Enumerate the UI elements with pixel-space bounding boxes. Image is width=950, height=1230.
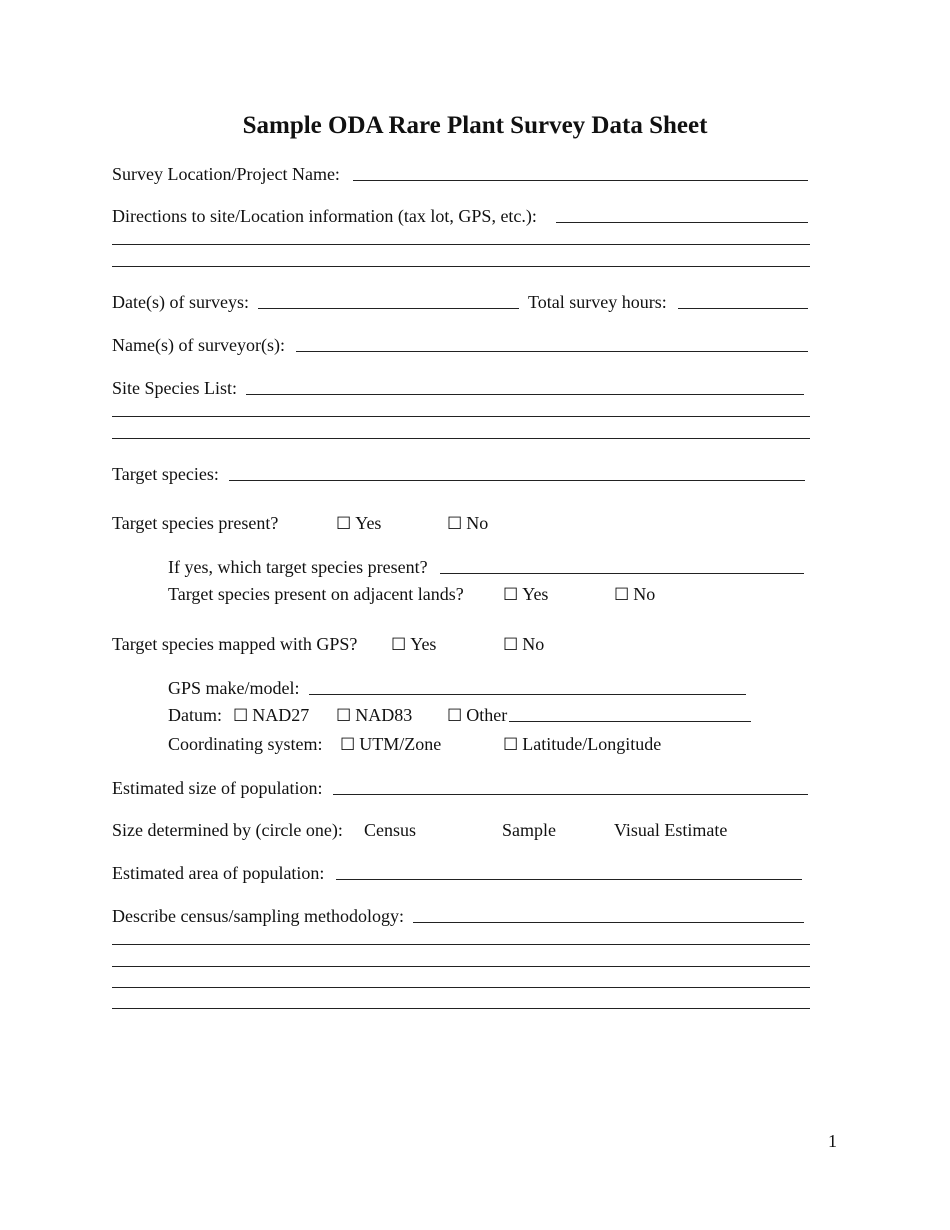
mapped-gps-no[interactable]: ☐ No: [503, 634, 545, 654]
target-species-label: Target species:: [112, 464, 219, 484]
option-sample[interactable]: Sample: [502, 820, 556, 840]
checkbox-icon: ☐: [391, 635, 407, 654]
gps-make-input[interactable]: [309, 694, 746, 695]
target-present-yes[interactable]: ☐ Yes: [336, 513, 382, 533]
checkbox-icon: ☐: [336, 706, 352, 725]
checkbox-icon: ☐: [340, 735, 356, 754]
est-size-label: Estimated size of population:: [112, 778, 323, 798]
adjacent-no[interactable]: ☐ No: [614, 584, 656, 604]
checkbox-icon: ☐: [503, 585, 519, 604]
species-list-label: Site Species List:: [112, 378, 237, 398]
species-list-input-line-3[interactable]: [112, 438, 810, 439]
survey-location-input[interactable]: [353, 180, 808, 181]
species-list-input[interactable]: [246, 394, 804, 395]
dates-input[interactable]: [258, 308, 519, 309]
datum-nad27[interactable]: ☐ NAD27: [233, 705, 310, 725]
which-present-label: If yes, which target species present?: [168, 557, 428, 577]
checkbox-icon: ☐: [336, 514, 352, 533]
surveyors-label: Name(s) of surveyor(s):: [112, 335, 285, 355]
survey-location-label: Survey Location/Project Name:: [112, 164, 340, 184]
total-hours-label: Total survey hours:: [528, 292, 667, 312]
target-present-label: Target species present?: [112, 513, 279, 533]
species-list-input-line-2[interactable]: [112, 416, 810, 417]
datum-label: Datum:: [168, 705, 222, 725]
checkbox-icon: ☐: [503, 735, 519, 754]
est-area-input[interactable]: [336, 879, 802, 880]
dates-label: Date(s) of surveys:: [112, 292, 249, 312]
methodology-input-line-3[interactable]: [112, 966, 810, 967]
coord-latlong[interactable]: ☐ Latitude/Longitude: [503, 734, 662, 754]
gps-make-label: GPS make/model:: [168, 678, 300, 698]
est-size-input[interactable]: [333, 794, 808, 795]
checkbox-icon: ☐: [233, 706, 249, 725]
adjacent-yes[interactable]: ☐ Yes: [503, 584, 549, 604]
which-present-input[interactable]: [440, 573, 804, 574]
methodology-input-line-4[interactable]: [112, 987, 810, 988]
methodology-input-line-5[interactable]: [112, 1008, 810, 1009]
est-area-label: Estimated area of population:: [112, 863, 325, 883]
methodology-label: Describe census/sampling methodology:: [112, 906, 404, 926]
directions-input-line-2[interactable]: [112, 244, 810, 245]
checkbox-icon: ☐: [447, 706, 463, 725]
option-census[interactable]: Census: [364, 820, 417, 840]
mapped-gps-label: Target species mapped with GPS?: [112, 634, 358, 654]
methodology-input[interactable]: [413, 922, 804, 923]
datum-other[interactable]: ☐ Other: [447, 705, 508, 725]
methodology-input-line-2[interactable]: [112, 944, 810, 945]
coord-system-label: Coordinating system:: [168, 734, 323, 754]
size-determined-label: Size determined by (circle one):: [112, 820, 343, 840]
checkbox-icon: ☐: [614, 585, 630, 604]
target-present-no[interactable]: ☐ No: [447, 513, 489, 533]
adjacent-lands-label: Target species present on adjacent lands?: [168, 584, 464, 604]
coord-utm[interactable]: ☐ UTM/Zone: [340, 734, 442, 754]
datum-other-input[interactable]: [509, 721, 751, 722]
mapped-gps-yes[interactable]: ☐ Yes: [391, 634, 437, 654]
checkbox-icon: ☐: [503, 635, 519, 654]
directions-label: Directions to site/Location information (tax lot, GPS, etc.):: [112, 206, 537, 226]
directions-input[interactable]: [556, 222, 808, 223]
checkbox-icon: ☐: [447, 514, 463, 533]
option-visual-estimate[interactable]: Visual Estimate: [614, 820, 728, 840]
page-number: 1: [828, 1131, 837, 1151]
page-title: Sample ODA Rare Plant Survey Data Sheet: [242, 112, 708, 139]
total-hours-input[interactable]: [678, 308, 808, 309]
surveyors-input[interactable]: [296, 351, 808, 352]
directions-input-line-3[interactable]: [112, 266, 810, 267]
target-species-input[interactable]: [229, 480, 805, 481]
datum-nad83[interactable]: ☐ NAD83: [336, 705, 413, 725]
